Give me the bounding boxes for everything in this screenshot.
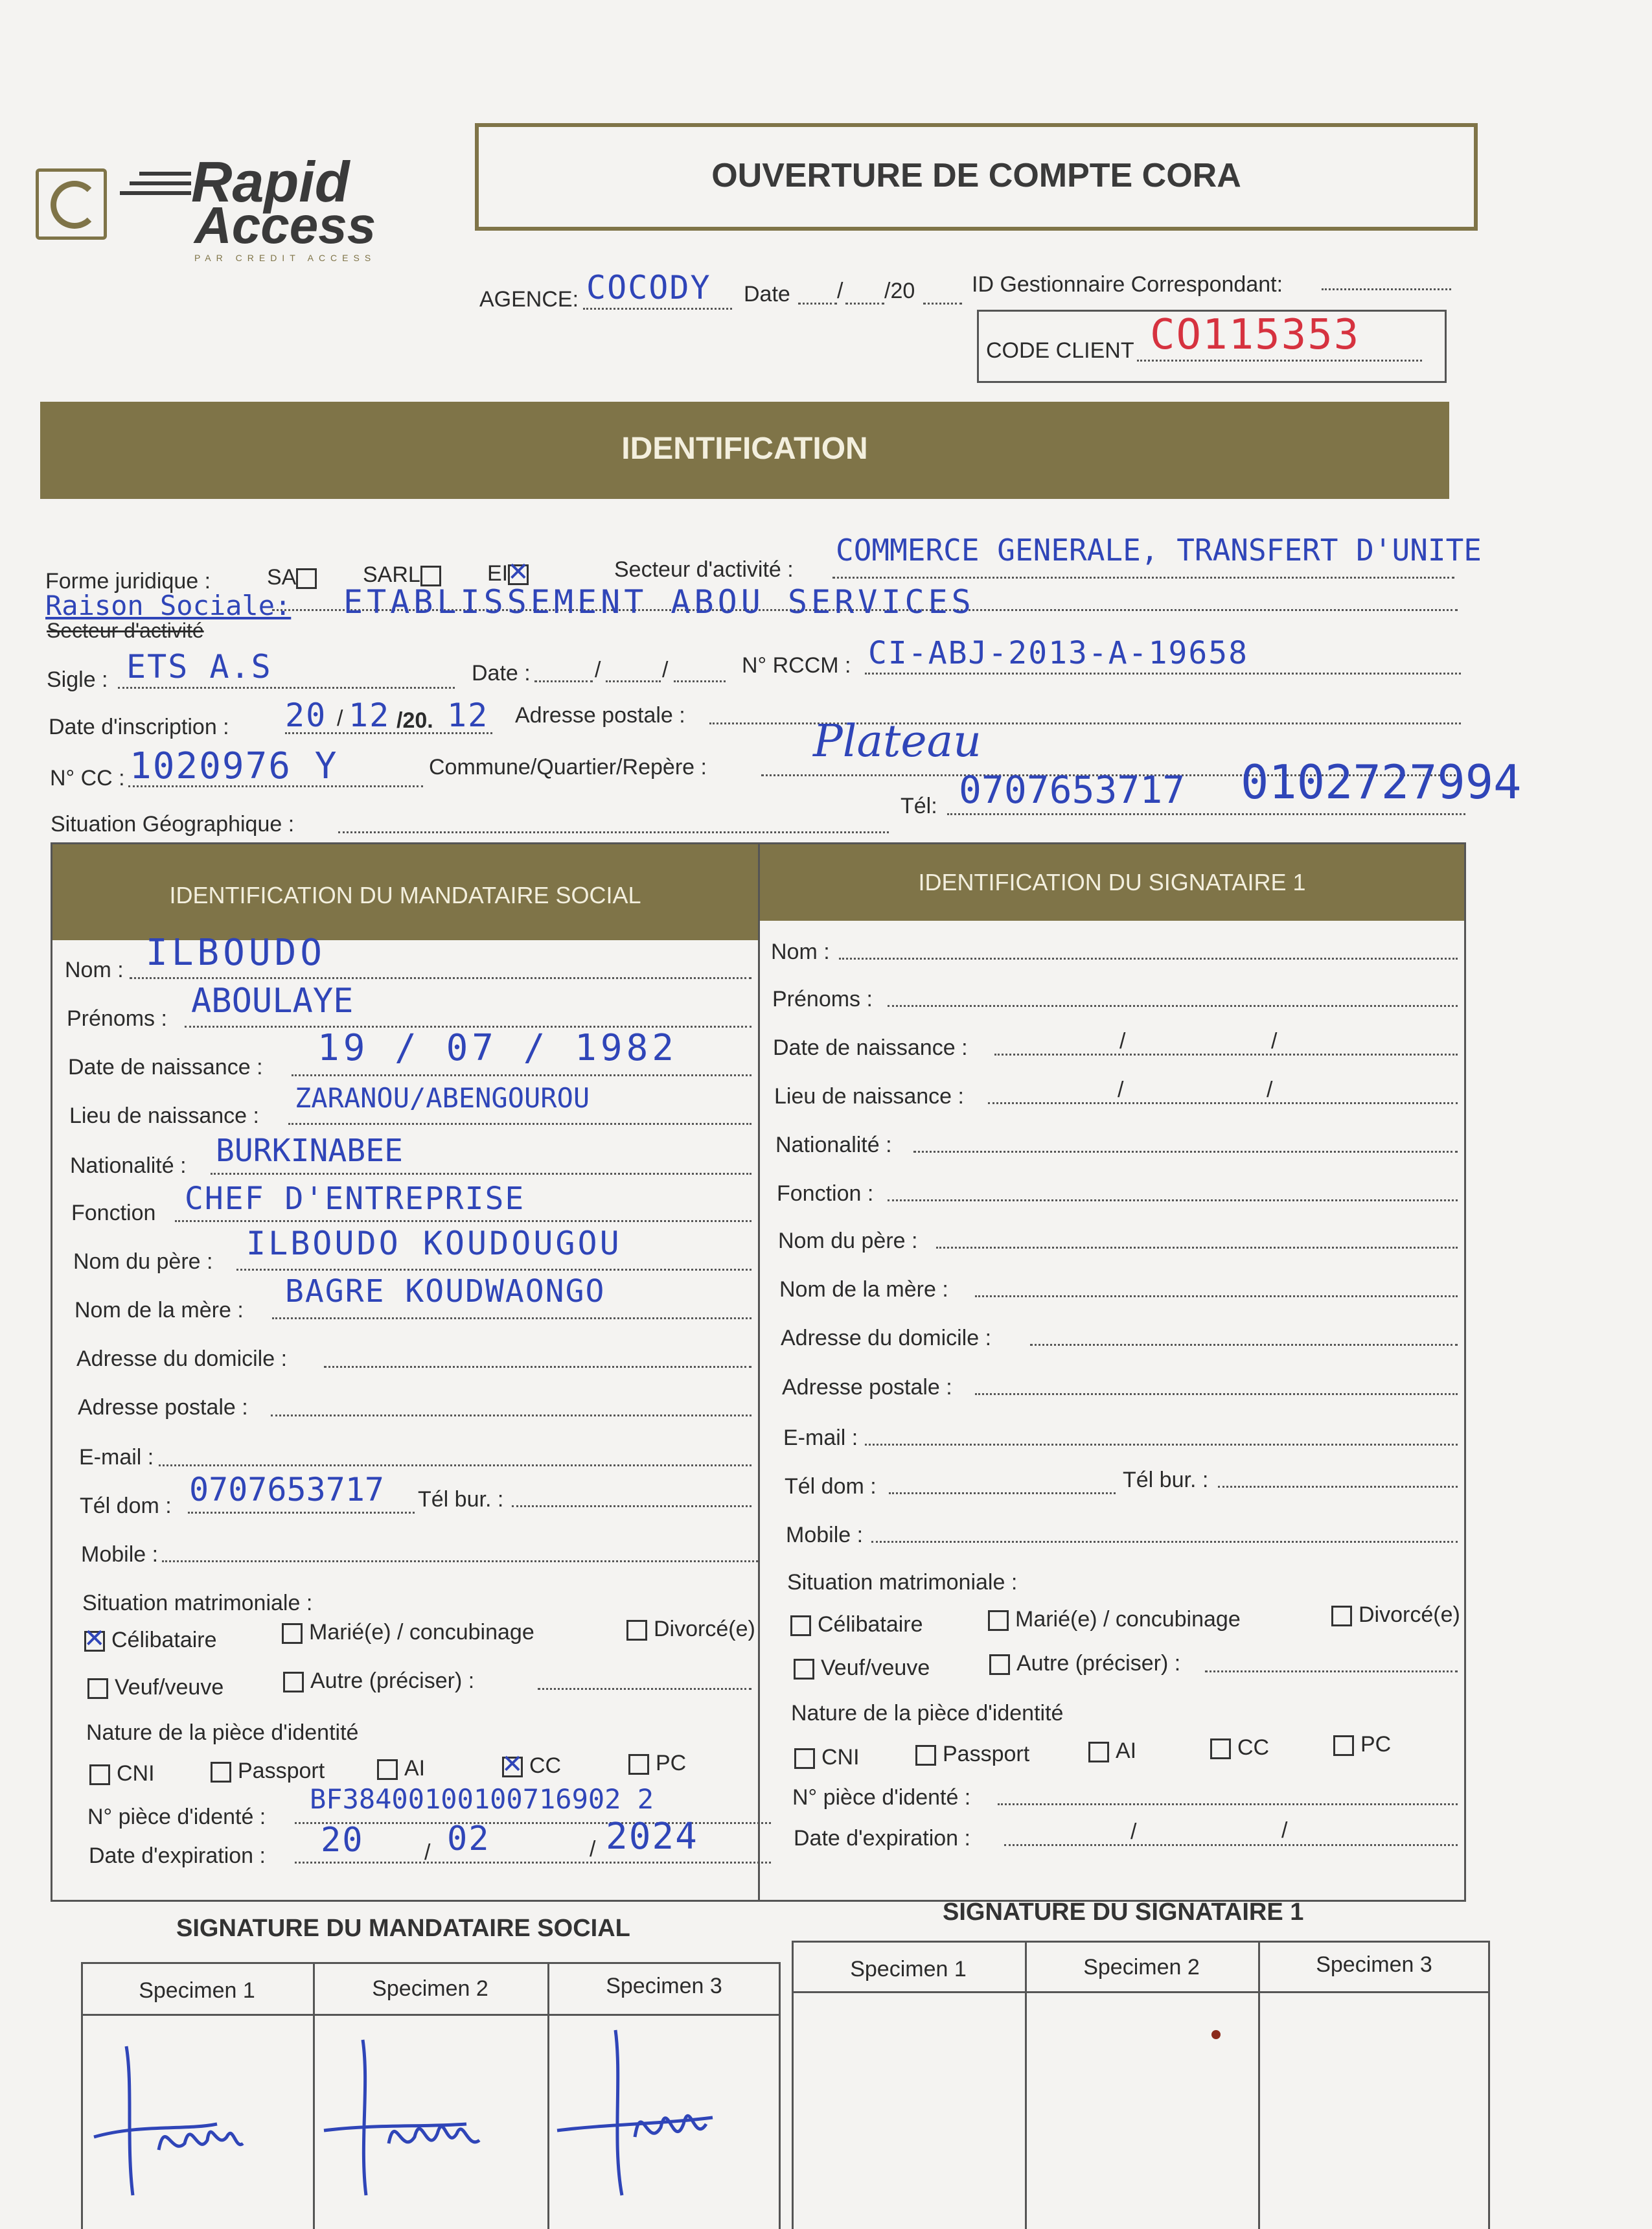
tel-value-1: 0707653717 xyxy=(959,768,1186,812)
date2-label: Date : xyxy=(472,661,531,686)
logo-speed-lines xyxy=(120,172,191,217)
s-expiration-field[interactable] xyxy=(1004,1844,1458,1846)
m-exp-year: 2024 xyxy=(606,1816,698,1858)
m-expiration-label: Date d'expiration : xyxy=(89,1843,266,1868)
m-nom-field[interactable] xyxy=(130,977,751,979)
inscription-day: 20 xyxy=(285,697,327,734)
m-lieu-label: Lieu de naissance : xyxy=(69,1103,259,1128)
s-fonction-label: Fonction : xyxy=(777,1181,874,1206)
s-nationalite-label: Nationalité : xyxy=(775,1133,892,1157)
tel-field[interactable] xyxy=(947,813,1465,815)
s-opt-veuf[interactable] xyxy=(794,1656,930,1681)
raison-value: ETABLISSEMENT ABOU SERVICES xyxy=(343,583,975,621)
s-veuf-checkbox[interactable] xyxy=(794,1659,814,1680)
m-autre-field[interactable] xyxy=(538,1688,751,1690)
date-sep2: /20 xyxy=(884,279,915,303)
s-opt-passport[interactable] xyxy=(915,1742,1029,1767)
logo xyxy=(36,150,398,272)
mandataire-signature-title: SIGNATURE DU MANDATAIRE SOCIAL xyxy=(176,1915,630,1942)
m-exp-sep1: / xyxy=(424,1840,431,1865)
sa-label: SA xyxy=(267,565,297,590)
m-cni-checkbox[interactable] xyxy=(89,1764,110,1785)
s-opt-ai[interactable] xyxy=(1088,1738,1136,1764)
gestionnaire-label: ID Gestionnaire Correspondant: xyxy=(972,272,1283,297)
s-cc-checkbox[interactable] xyxy=(1210,1738,1231,1759)
s-postale-label: Adresse postale : xyxy=(782,1375,952,1400)
form-title: OUVERTURE DE COMPTE CORA xyxy=(711,157,1241,194)
sa-checkbox[interactable] xyxy=(296,568,317,589)
code-client-value: CO115353 xyxy=(1150,311,1360,359)
m-opt-pc[interactable] xyxy=(628,1751,686,1776)
s-opt-pc[interactable] xyxy=(1333,1732,1391,1757)
m-email-field[interactable] xyxy=(159,1464,751,1466)
identification-title: IDENTIFICATION xyxy=(621,432,868,466)
commune-value: Plateau xyxy=(813,716,981,767)
m-pere-label: Nom du père : xyxy=(73,1249,213,1274)
m-pere-field[interactable] xyxy=(236,1269,751,1271)
s-teldom-label: Tél dom : xyxy=(785,1474,877,1499)
gestionnaire-field[interactable] xyxy=(1322,288,1451,290)
s-email-label: E-mail : xyxy=(783,1426,858,1450)
m-teldom-field[interactable] xyxy=(188,1512,415,1514)
m-autre-label: Autre (préciser) : xyxy=(310,1669,475,1693)
ei-label: EI xyxy=(487,561,509,586)
mandataire-title: IDENTIFICATION DU MANDATAIRE SOCIAL xyxy=(169,882,641,908)
m-divorce-checkbox[interactable] xyxy=(626,1620,647,1641)
date2-year-field[interactable] xyxy=(674,680,726,682)
agence-value: COCODY xyxy=(586,269,711,306)
m-nom-value: ILBOUDO xyxy=(146,932,327,974)
s-passport-checkbox[interactable] xyxy=(915,1745,936,1766)
s-divorce-checkbox[interactable] xyxy=(1331,1606,1352,1626)
m-veuf-checkbox[interactable] xyxy=(87,1678,108,1699)
s-nationalite-field[interactable] xyxy=(913,1151,1458,1153)
s-domicile-field[interactable] xyxy=(1030,1344,1458,1346)
raison-label-struck: Secteur d'activité xyxy=(47,619,204,642)
m-postale-label: Adresse postale : xyxy=(78,1395,248,1420)
s-nom-label: Nom : xyxy=(771,940,830,964)
s-situation-label: Situation matrimoniale : xyxy=(787,1570,1018,1595)
m-pc-checkbox[interactable] xyxy=(628,1754,649,1775)
s-exp-sep1: / xyxy=(1130,1819,1137,1844)
rccm-value: CI-ABJ-2013-A-19658 xyxy=(868,635,1249,671)
s-specimen-1-label: Specimen 1 xyxy=(850,1957,967,1981)
s-piece-label: Nature de la pièce d'identité xyxy=(791,1701,1064,1726)
s-exp-sep2: / xyxy=(1281,1818,1288,1843)
s-prenoms-label: Prénoms : xyxy=(772,987,873,1011)
ei-checkbox[interactable] xyxy=(508,564,529,585)
code-client-label: CODE CLIENT xyxy=(986,338,1134,363)
date-year-field[interactable] xyxy=(923,303,962,305)
m-opt-cni[interactable] xyxy=(89,1761,155,1786)
m-fonction-field[interactable] xyxy=(175,1220,751,1222)
date2-sep1: / xyxy=(595,658,601,682)
s-telbur-field[interactable] xyxy=(1218,1486,1458,1488)
s-expiration-label: Date d'expiration : xyxy=(794,1826,970,1851)
s-specimen-2-label: Specimen 2 xyxy=(1083,1955,1200,1980)
s-specimen-3-label: Specimen 3 xyxy=(1316,1952,1432,1977)
secteur-label: Secteur d'activité : xyxy=(614,557,794,582)
m-signature-1 xyxy=(87,2027,308,2221)
s-mere-field[interactable] xyxy=(975,1295,1458,1297)
s-nom-field[interactable] xyxy=(839,958,1458,960)
sigle-field[interactable] xyxy=(118,687,455,689)
tel-value-2: 0102727994 xyxy=(1241,755,1522,809)
date2-day-field[interactable] xyxy=(534,680,593,682)
s-npiece-field[interactable] xyxy=(998,1803,1458,1805)
s-veuf-label: Veuf/veuve xyxy=(821,1656,930,1680)
m-opt-divorce[interactable] xyxy=(626,1617,755,1642)
tel-label: Tél: xyxy=(901,794,937,818)
mandataire-signature-table xyxy=(81,1962,781,2229)
s-opt-marie[interactable] xyxy=(988,1607,1241,1632)
m-passport-label: Passport xyxy=(238,1759,325,1783)
sigle-value: ETS A.S xyxy=(126,648,272,686)
s-email-field[interactable] xyxy=(865,1444,1458,1446)
rccm-label: N° RCCM : xyxy=(742,653,851,678)
s-cni-label: CNI xyxy=(821,1745,860,1770)
s-marie-checkbox[interactable] xyxy=(988,1610,1009,1631)
inscription-year-prefix: /20. xyxy=(396,708,433,733)
s-npiece-label: N° pièce d'identé : xyxy=(792,1785,971,1810)
signataire-signature-table xyxy=(792,1941,1490,2229)
forme-juridique-label: Forme juridique : xyxy=(45,569,211,594)
secteur-field[interactable] xyxy=(832,577,1454,579)
s-lieu-field[interactable] xyxy=(988,1102,1458,1104)
date-sep1: / xyxy=(837,279,843,303)
s-mere-label: Nom de la mère : xyxy=(779,1277,948,1302)
signataire-band xyxy=(760,844,1464,921)
m-opt-ai[interactable] xyxy=(377,1756,425,1781)
m-specimen-3-label: Specimen 3 xyxy=(606,1974,722,1998)
date-month-field[interactable] xyxy=(845,303,884,305)
m-npiece-label: N° pièce d'identé : xyxy=(87,1805,266,1829)
m-teldom-label: Tél dom : xyxy=(80,1494,172,1518)
secteur-value: COMMERCE GENERALE, TRANSFERT D'UNITE xyxy=(836,533,1482,568)
m-nationalite-label: Nationalité : xyxy=(70,1153,187,1178)
m-marie-label: Marié(e) / concubinage xyxy=(309,1620,534,1645)
m-opt-passport[interactable] xyxy=(211,1759,325,1784)
s-fonction-field[interactable] xyxy=(888,1199,1458,1201)
commune-label: Commune/Quartier/Repère : xyxy=(429,755,707,780)
s-naissance-field[interactable] xyxy=(994,1054,1458,1056)
inscription-month: 12 xyxy=(349,697,391,734)
m-cc-label: CC xyxy=(529,1753,562,1778)
agence-label: AGENCE: xyxy=(479,287,579,312)
identification-band xyxy=(40,402,1449,499)
s-domicile-label: Adresse du domicile : xyxy=(781,1326,992,1350)
m-mere-value: BAGRE KOUDWAONGO xyxy=(285,1273,606,1310)
logo-mark-icon xyxy=(36,168,107,240)
inscription-field[interactable] xyxy=(285,732,492,734)
m-piece-label: Nature de la pièce d'identité xyxy=(86,1720,359,1745)
s-pere-field[interactable] xyxy=(936,1247,1458,1249)
s-passport-label: Passport xyxy=(943,1742,1030,1766)
m-nationalite-field[interactable] xyxy=(211,1173,751,1175)
m-exp-sep2: / xyxy=(590,1837,596,1862)
code-client-field[interactable] xyxy=(1137,360,1422,362)
s-opt-celibataire[interactable] xyxy=(790,1612,923,1637)
signataire-signature-title: SIGNATURE DU SIGNATAIRE 1 xyxy=(943,1899,1304,1926)
s-ai-checkbox[interactable] xyxy=(1088,1742,1109,1762)
m-nationalite-value: BURKINABEE xyxy=(216,1133,403,1169)
m-naissance-field[interactable] xyxy=(292,1074,751,1076)
m-celibataire-label: Célibataire xyxy=(111,1628,217,1652)
m-marie-checkbox[interactable] xyxy=(282,1623,303,1644)
date2-sep2: / xyxy=(662,658,669,682)
m-email-label: E-mail : xyxy=(79,1445,154,1470)
s-teldom-field[interactable] xyxy=(889,1492,1116,1494)
s-naissance-label: Date de naissance : xyxy=(773,1035,968,1060)
m-signature-2 xyxy=(317,2027,544,2221)
s-lieu-sep1: / xyxy=(1118,1078,1124,1102)
logo-brand-access: Access xyxy=(194,196,376,254)
m-naissance-label: Date de naissance : xyxy=(68,1055,263,1080)
m-telbur-field[interactable] xyxy=(512,1505,751,1507)
date2-month-field[interactable] xyxy=(606,680,661,682)
s-autre-label: Autre (préciser) : xyxy=(1016,1651,1181,1676)
m-lieu-field[interactable] xyxy=(288,1123,751,1125)
m-opt-veuf[interactable] xyxy=(87,1675,224,1700)
s-opt-divorce[interactable] xyxy=(1331,1602,1460,1628)
m-opt-cc[interactable] xyxy=(502,1753,561,1779)
m-signature-3 xyxy=(551,2020,777,2221)
s-lieu-label: Lieu de naissance : xyxy=(774,1084,964,1109)
m-prenoms-value: ABOULAYE xyxy=(191,982,354,1021)
rccm-field[interactable] xyxy=(865,673,1461,675)
date-day-field[interactable] xyxy=(798,303,837,305)
date-label: Date xyxy=(744,282,790,306)
m-domicile-field[interactable] xyxy=(324,1366,751,1368)
s-naissance-sep1: / xyxy=(1119,1029,1126,1054)
m-fonction-value: CHEF D'ENTREPRISE xyxy=(185,1181,525,1217)
ink-spot xyxy=(1211,2030,1221,2039)
m-cc-checkbox[interactable] xyxy=(502,1757,523,1777)
m-ai-checkbox[interactable] xyxy=(377,1759,398,1780)
m-celibataire-checkbox[interactable] xyxy=(84,1631,105,1652)
sarl-label: SARL xyxy=(363,562,420,587)
s-naissance-sep2: / xyxy=(1271,1029,1278,1054)
m-teldom-value: 0707653717 xyxy=(189,1471,385,1508)
m-specimen-1-label: Specimen 1 xyxy=(139,1978,255,2003)
option-sa[interactable] xyxy=(267,565,323,590)
situation-geo-label: Situation Géographique : xyxy=(51,812,295,837)
s-marie-label: Marié(e) / concubinage xyxy=(1015,1607,1241,1632)
inscription-year: 12 xyxy=(447,697,489,734)
s-autre-checkbox[interactable] xyxy=(989,1654,1010,1675)
s-telbur-label: Tél bur. : xyxy=(1123,1468,1209,1492)
s-cc-label: CC xyxy=(1237,1735,1270,1760)
ncc-label: N° CC : xyxy=(50,766,125,791)
m-mobile-field[interactable] xyxy=(162,1560,758,1562)
ncc-value: 1020976 Y xyxy=(130,745,338,787)
s-celibataire-label: Célibataire xyxy=(818,1612,923,1637)
s-opt-cc[interactable] xyxy=(1210,1735,1269,1761)
m-passport-checkbox[interactable] xyxy=(211,1762,231,1783)
s-celibataire-checkbox[interactable] xyxy=(790,1615,811,1636)
s-autre-field[interactable] xyxy=(1205,1670,1458,1672)
m-ai-label: AI xyxy=(404,1756,426,1781)
m-cni-label: CNI xyxy=(117,1761,155,1786)
s-pc-label: PC xyxy=(1360,1732,1392,1757)
s-opt-cni[interactable] xyxy=(794,1745,860,1770)
s-divorce-label: Divorcé(e) xyxy=(1359,1602,1460,1627)
s-ai-label: AI xyxy=(1116,1738,1137,1763)
m-domicile-label: Adresse du domicile : xyxy=(76,1346,288,1371)
s-pere-label: Nom du père : xyxy=(778,1229,918,1253)
adresse-postale-label: Adresse postale : xyxy=(515,703,685,728)
agence-field[interactable] xyxy=(583,308,732,310)
logo-tagline: PAR CREDIT ACCESS xyxy=(194,253,376,263)
s-mobile-field[interactable] xyxy=(871,1541,1458,1543)
m-situation-label: Situation matrimoniale : xyxy=(82,1591,313,1615)
signataire-title: IDENTIFICATION DU SIGNATAIRE 1 xyxy=(918,869,1306,895)
s-prenoms-field[interactable] xyxy=(888,1005,1458,1007)
m-pc-label: PC xyxy=(656,1751,687,1775)
m-opt-celibataire[interactable] xyxy=(84,1628,217,1653)
m-mere-field[interactable] xyxy=(272,1317,751,1319)
s-postale-field[interactable] xyxy=(975,1393,1458,1395)
s-cni-checkbox[interactable] xyxy=(794,1748,815,1769)
sigle-label: Sigle : xyxy=(47,667,108,692)
m-autre-checkbox[interactable] xyxy=(283,1672,304,1692)
raison-label-handwritten: Raison Sociale: xyxy=(45,590,292,621)
s-lieu-sep2: / xyxy=(1267,1078,1273,1102)
m-postale-field[interactable] xyxy=(271,1415,751,1416)
m-nom-label: Nom : xyxy=(65,958,124,982)
s-mobile-label: Mobile : xyxy=(786,1523,864,1547)
m-mere-label: Nom de la mère : xyxy=(75,1298,244,1322)
m-opt-marie[interactable] xyxy=(282,1620,534,1645)
s-pc-checkbox[interactable] xyxy=(1333,1735,1354,1756)
m-exp-day: 20 xyxy=(321,1821,364,1860)
m-pere-value: ILBOUDO KOUDOUGOU xyxy=(246,1225,622,1262)
m-npiece-value: BF38400100100716902 2 xyxy=(310,1783,654,1815)
m-expiration-field[interactable] xyxy=(295,1862,771,1864)
m-specimen-2-label: Specimen 2 xyxy=(372,1976,488,2001)
s-opt-autre[interactable] xyxy=(989,1651,1180,1676)
inscription-label: Date d'inscription : xyxy=(49,715,229,739)
m-naissance-value: 19 / 07 / 1982 xyxy=(317,1027,678,1069)
m-fonction-label: Fonction xyxy=(71,1201,156,1225)
m-veuf-label: Veuf/veuve xyxy=(115,1675,224,1700)
logo-brand-rapid: Rapid xyxy=(191,150,350,214)
m-telbur-label: Tél bur. : xyxy=(418,1487,504,1512)
inscription-sep: / xyxy=(337,706,343,731)
m-lieu-value: ZARANOU/ABENGOUROU xyxy=(295,1082,590,1114)
m-divorce-label: Divorcé(e) xyxy=(654,1617,755,1641)
m-exp-month: 02 xyxy=(447,1819,490,1858)
m-mobile-label: Mobile : xyxy=(81,1542,159,1567)
situation-geo-field[interactable] xyxy=(338,831,889,833)
mandataire-band xyxy=(52,844,758,940)
m-npiece-field[interactable] xyxy=(295,1822,771,1824)
m-prenoms-label: Prénoms : xyxy=(67,1006,167,1031)
m-opt-autre[interactable] xyxy=(283,1669,474,1694)
form-title-box xyxy=(475,123,1478,231)
